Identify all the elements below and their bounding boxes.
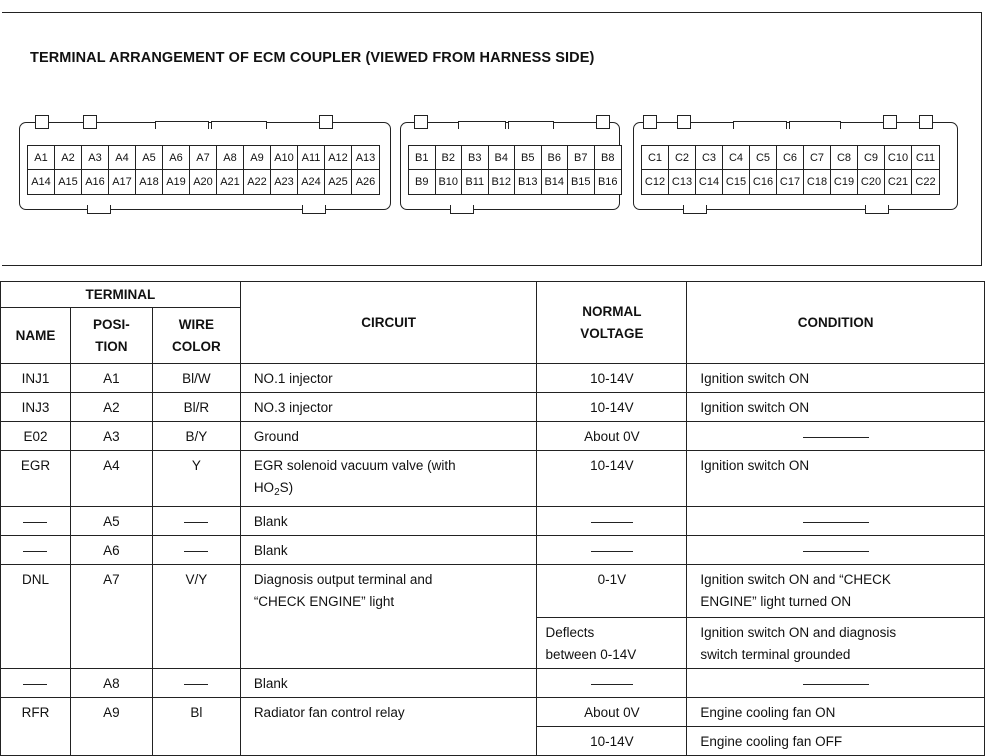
terminal-pin: A20 — [190, 170, 217, 194]
circuit: Ground — [253, 429, 299, 444]
normal-voltage: 10-14V — [590, 371, 634, 386]
header-terminal: TERMINAL — [1, 282, 241, 308]
terminal-position: A3 — [103, 429, 120, 444]
terminal-pin: C4 — [723, 146, 750, 170]
terminal-pin: C19 — [831, 170, 858, 194]
condition: Ignition switch ON — [700, 458, 810, 473]
terminal-pin: A14 — [28, 170, 55, 194]
terminal-pin: C14 — [696, 170, 723, 194]
terminal-pin: A1 — [28, 146, 55, 170]
terminal-pin: C17 — [777, 170, 804, 194]
table-row — [1, 536, 985, 565]
coupler-b-pins — [408, 145, 622, 195]
terminal-position: A8 — [103, 676, 120, 691]
terminal-pin: C21 — [885, 170, 912, 194]
terminal-pin: A22 — [244, 170, 271, 194]
condition-empty — [687, 507, 984, 535]
table-row — [1, 451, 985, 507]
terminal-pin: A8 — [217, 146, 244, 170]
terminal-pin: A7 — [190, 146, 217, 170]
terminal-pin: A24 — [298, 170, 325, 194]
terminal-pin: B16 — [597, 176, 618, 188]
terminal-position: A7 — [103, 572, 120, 587]
normal-voltage-empty — [537, 536, 686, 564]
terminal-pin: C6 — [777, 146, 804, 170]
table-row — [1, 364, 985, 393]
terminal-pin: C11 — [912, 146, 939, 170]
terminal-pin: C13 — [669, 170, 696, 194]
terminal-pin: A17 — [109, 170, 136, 194]
terminal-position: A6 — [103, 543, 120, 558]
circuit: Diagnosis output terminal and “CHECK ENGINE” light — [253, 572, 433, 609]
terminal-pin: C16 — [750, 170, 777, 194]
terminal-name: INJ1 — [21, 371, 50, 386]
terminal-pin: B10 — [436, 170, 463, 194]
condition-empty — [687, 422, 984, 450]
terminal-pin: C18 — [804, 170, 831, 194]
terminal-pin: C15 — [723, 170, 750, 194]
wire-color: V/Y — [185, 572, 208, 587]
terminal-name: INJ3 — [21, 400, 50, 415]
wire-color-empty — [153, 507, 240, 535]
terminal-name-empty — [1, 507, 70, 535]
condition-empty — [687, 536, 984, 564]
terminal-pin: B11 — [462, 170, 489, 194]
terminal-pin: B4 — [489, 146, 516, 170]
ecm-coupler-diagram — [19, 117, 964, 217]
terminal-pin: A4 — [109, 146, 136, 170]
coupler-c — [633, 117, 958, 217]
terminal-pin: A6 — [163, 146, 190, 170]
terminal-pin: A26 — [355, 176, 376, 188]
circuit: EGR solenoid vacuum valve (with $HO_2S$) — [253, 458, 456, 498]
normal-voltage: About 0V — [584, 429, 640, 444]
table-row — [1, 507, 985, 536]
terminal-pin: C10 — [885, 146, 912, 170]
terminal-pin: C2 — [669, 146, 696, 170]
coupler-a — [19, 117, 391, 217]
terminal-pin: B7 — [568, 146, 595, 170]
wire-color: Bl/W — [182, 371, 211, 386]
table-row — [1, 565, 985, 618]
terminal-pin: B12 — [489, 170, 516, 194]
condition: Ignition switch ON — [700, 400, 810, 415]
terminal-name: RFR — [21, 705, 50, 720]
wire-color: B/Y — [185, 429, 208, 444]
circuit: Radiator fan control relay — [253, 705, 405, 720]
terminal-name: E02 — [23, 429, 48, 444]
terminal-pin: B6 — [542, 146, 569, 170]
condition: Ignition switch ON — [700, 371, 810, 386]
table-row — [1, 422, 985, 451]
terminal-pin: A15 — [55, 170, 82, 194]
terminal-pin: B1 — [409, 146, 436, 170]
terminal-name-empty — [1, 536, 70, 564]
normal-voltage: About 0V — [584, 705, 640, 720]
normal-voltage: 0-1V — [597, 572, 627, 587]
normal-voltage: Deflects between 0-14V — [545, 625, 637, 662]
header-position: POSI- TION — [70, 308, 152, 364]
coupler-b — [400, 117, 620, 217]
condition: Ignition switch ON and “CHECK ENGINE” light turned ON — [700, 572, 891, 609]
circuit: Blank — [253, 543, 288, 558]
terminal-pin: A2 — [55, 146, 82, 170]
table-row — [1, 669, 985, 698]
terminal-pin: A18 — [136, 170, 163, 194]
normal-voltage: 10-14V — [590, 734, 634, 749]
header-wire-color: WIRE COLOR — [152, 308, 240, 364]
condition-empty — [687, 669, 984, 697]
terminal-pin: A10 — [271, 146, 298, 170]
circuit: Blank — [253, 514, 288, 529]
terminal-pin: B3 — [462, 146, 489, 170]
terminal-pin: C20 — [858, 170, 885, 194]
terminal-pin: C3 — [696, 146, 723, 170]
terminal-position: A4 — [103, 458, 120, 473]
terminal-pin: A5 — [136, 146, 163, 170]
condition: Engine cooling fan ON — [700, 705, 836, 720]
header-name: NAME — [1, 308, 71, 364]
circuit: NO.3 injector — [253, 400, 333, 415]
wire-color-empty — [153, 669, 240, 697]
terminal-pin: B8 — [595, 146, 622, 170]
terminal-pin: C12 — [642, 170, 669, 194]
terminal-name-empty — [1, 669, 70, 697]
terminal-pin: B13 — [515, 170, 542, 194]
terminal-pin: A16 — [82, 170, 109, 194]
normal-voltage-empty — [537, 669, 686, 697]
header-circuit: CIRCUIT — [240, 282, 537, 364]
terminal-pin: B5 — [515, 146, 542, 170]
page-title: TERMINAL ARRANGEMENT OF ECM COUPLER (VIEWED FROM HARNESS SIDE) — [30, 50, 595, 66]
terminal-pin: B14 — [542, 170, 569, 194]
terminal-pin: C22 — [915, 176, 936, 188]
terminal-pin: A23 — [271, 170, 298, 194]
terminal-name: DNL — [21, 572, 49, 587]
terminal-pin: C1 — [642, 146, 669, 170]
terminal-table — [0, 281, 985, 756]
condition: Engine cooling fan OFF — [700, 734, 843, 749]
terminal-pin: C8 — [831, 146, 858, 170]
terminal-pin: B2 — [436, 146, 463, 170]
wire-color: Bl — [190, 705, 203, 720]
terminal-pin: A19 — [163, 170, 190, 194]
terminal-pin: C7 — [804, 146, 831, 170]
terminal-position: A1 — [103, 371, 120, 386]
wire-color: Y — [191, 458, 201, 473]
terminal-position: A2 — [103, 400, 120, 415]
terminal-name: EGR — [20, 458, 51, 473]
terminal-pin: A13 — [352, 146, 379, 170]
terminal-pin: A9 — [244, 146, 271, 170]
terminal-pin: A3 — [82, 146, 109, 170]
coupler-a-pins — [27, 145, 380, 195]
header-normal-voltage: NORMAL VOLTAGE — [537, 282, 687, 364]
terminal-position: A5 — [103, 514, 120, 529]
terminal-position: A9 — [103, 705, 120, 720]
circuit: NO.1 injector — [253, 371, 333, 386]
table-row — [1, 698, 985, 727]
wire-color-empty — [153, 536, 240, 564]
coupler-c-pins — [641, 145, 940, 195]
header-condition: CONDITION — [687, 282, 985, 364]
terminal-pin: A21 — [217, 170, 244, 194]
terminal-pin: A25 — [325, 170, 352, 194]
table-row — [1, 393, 985, 422]
normal-voltage: 10-14V — [590, 400, 634, 415]
terminal-pin: A11 — [298, 146, 325, 170]
normal-voltage-empty — [537, 507, 686, 535]
terminal-pin: B15 — [568, 170, 595, 194]
terminal-pin: A12 — [325, 146, 352, 170]
terminal-pin: C9 — [858, 146, 885, 170]
circuit: Blank — [253, 676, 288, 691]
terminal-pin: B9 — [409, 170, 436, 194]
normal-voltage: 10-14V — [590, 458, 634, 473]
condition: Ignition switch ON and diagnosis switch terminal grounded — [700, 625, 897, 662]
terminal-pin: C5 — [750, 146, 777, 170]
wire-color: Bl/R — [183, 400, 210, 415]
